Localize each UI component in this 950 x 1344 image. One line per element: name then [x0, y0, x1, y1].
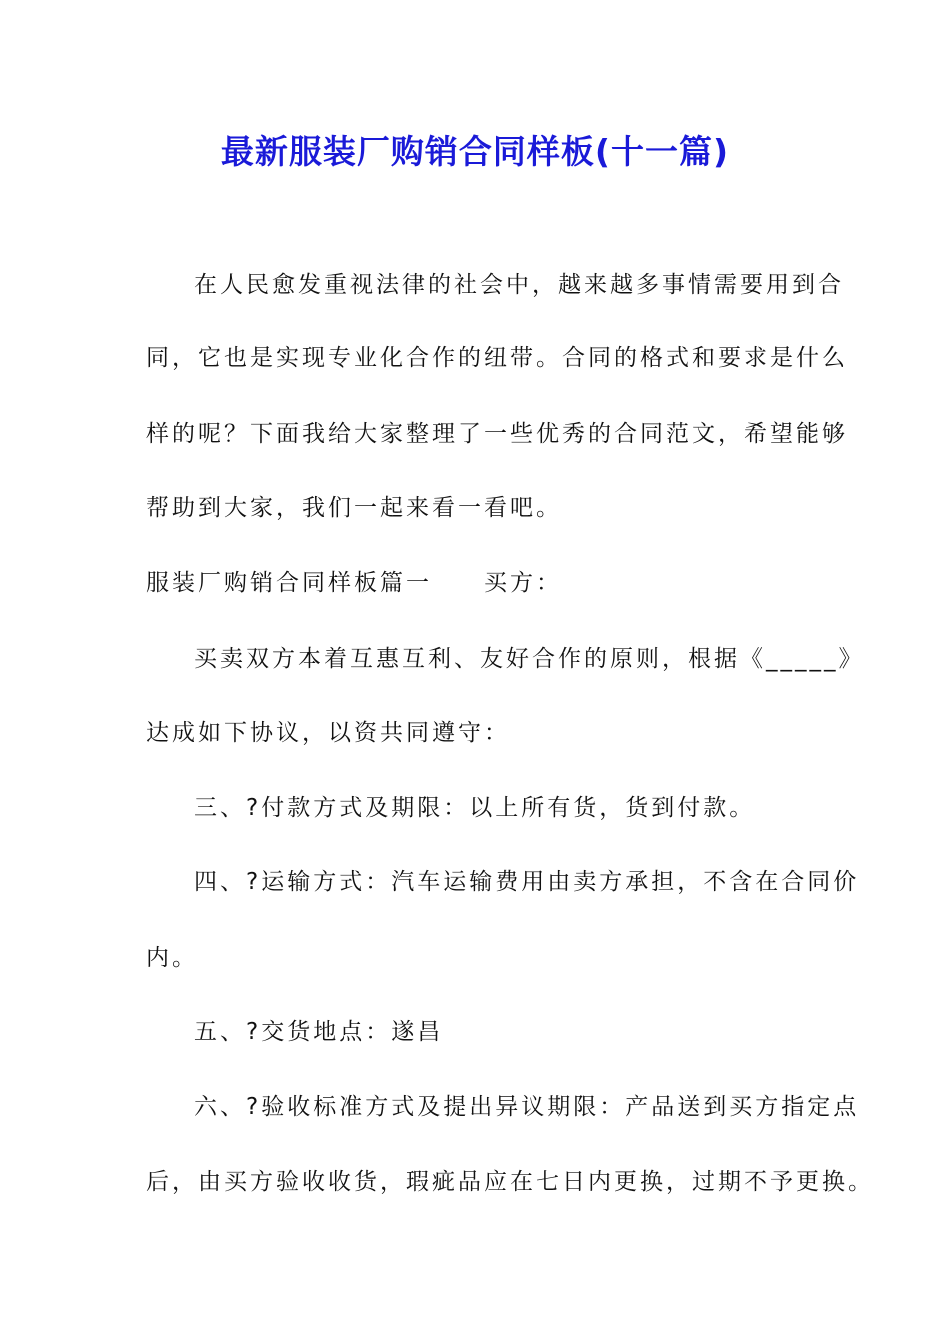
document-title: 最新服装厂购销合同样板(十一篇)	[220, 132, 730, 171]
clause-delivery-location: 五、?交货地点：遂昌	[194, 1019, 444, 1045]
paragraph-line: 同，它也是实现专业化合作的纽带。合同的格式和要求是什么	[146, 345, 848, 371]
paragraph-line: 买卖双方本着互惠互利、友好合作的原则，根据《_____》	[194, 646, 865, 672]
section-heading: 服装厂购销合同样板篇一 买方：	[146, 570, 562, 596]
paragraph-line: 内。	[146, 945, 198, 971]
paragraph-line: 样的呢？下面我给大家整理了一些优秀的合同范文，希望能够	[146, 421, 848, 447]
clause-payment: 三、?付款方式及期限：以上所有货，货到付款。	[194, 795, 756, 821]
paragraph-line: 在人民愈发重视法律的社会中，越来越多事情需要用到合	[194, 272, 844, 298]
paragraph-line: 帮助到大家，我们一起来看一看吧。	[146, 495, 562, 521]
clause-acceptance: 六、?验收标准方式及提出异议期限：产品送到买方指定点	[194, 1094, 860, 1120]
paragraph-line: 后，由买方验收收货，瑕疵品应在七日内更换，过期不予更换。	[146, 1169, 874, 1195]
clause-transport: 四、?运输方式：汽车运输费用由卖方承担，不含在合同价	[194, 869, 860, 895]
paragraph-line: 达成如下协议，以资共同遵守：	[146, 720, 510, 746]
